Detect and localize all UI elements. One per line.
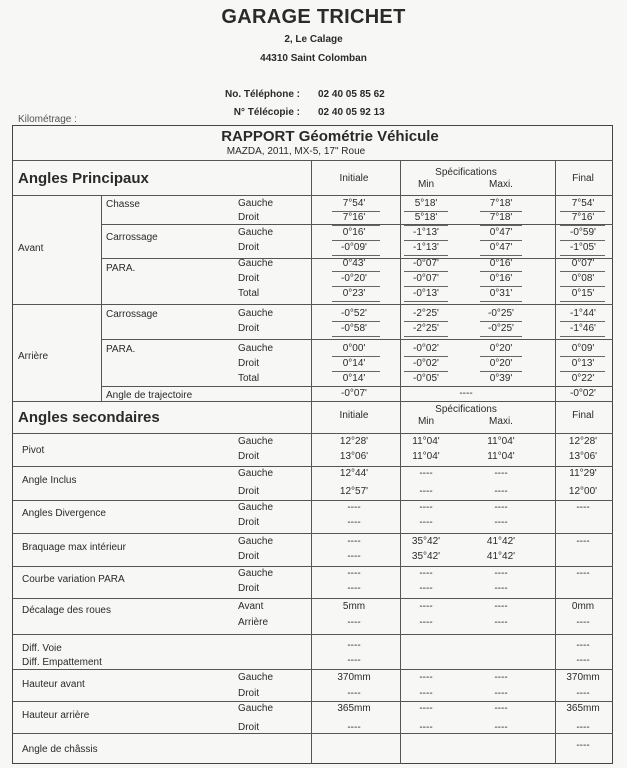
value-initial: 365mm: [337, 703, 371, 714]
value-min: -2°25': [413, 308, 439, 319]
value-max: ----: [494, 722, 508, 733]
side-label: Total: [238, 373, 260, 384]
secondary-label: Diff. Voie: [22, 643, 62, 654]
value-underline: [332, 356, 380, 357]
value-final: 13°06': [568, 451, 598, 462]
address-line-2: 44310 Saint Colomban: [260, 53, 367, 64]
col-specifications-secondary: Spécifications: [435, 404, 497, 415]
value-max: 7°18': [489, 212, 513, 223]
value-final: -0°02': [570, 388, 596, 399]
value-max: 7°18': [489, 198, 513, 209]
side-label: Gauche: [238, 343, 274, 354]
value-initial: ----: [347, 583, 361, 594]
value-initial: 0°14': [342, 358, 366, 369]
value-underline: [404, 225, 448, 226]
value-underline: [560, 271, 605, 272]
value-max: ----: [494, 703, 508, 714]
value-final: 7°16': [571, 212, 595, 223]
value-underline: [404, 240, 448, 241]
value-underline: [332, 271, 380, 272]
value-underline: [560, 240, 605, 241]
side-label: Arrière: [238, 617, 269, 628]
fax-number: 02 40 05 92 13: [318, 107, 385, 118]
value-max: ----: [494, 688, 508, 699]
value-max: ----: [494, 583, 508, 594]
secondary-label: Pivot: [22, 445, 45, 456]
row-rule: [102, 258, 613, 259]
value-underline: [332, 371, 380, 372]
value-spec: ----: [459, 388, 473, 399]
value-final: 0°22': [571, 373, 595, 384]
row-rule: [102, 224, 613, 225]
value-final: ----: [576, 502, 590, 513]
value-min: ----: [419, 703, 433, 714]
row-rule: [13, 304, 613, 305]
value-max: 11°04': [487, 436, 515, 447]
value-min: ----: [419, 517, 433, 528]
value-initial: 12°44': [339, 468, 369, 479]
col-final-secondary: Final: [572, 410, 594, 421]
side-label: Droit: [238, 517, 260, 528]
value-min: 11°04': [412, 451, 440, 462]
value-initial: 0°14': [342, 373, 366, 384]
mileage-label: Kilométrage :: [18, 114, 77, 125]
value-initial: 0°23': [342, 288, 366, 299]
value-final: -0°59': [570, 227, 596, 238]
value-underline: [404, 336, 448, 337]
row-rule: [13, 669, 613, 670]
value-underline: [560, 336, 605, 337]
value-initial: 370mm: [337, 672, 371, 683]
value-final: ----: [576, 617, 590, 628]
value-underline: [560, 225, 605, 226]
side-label: Gauche: [238, 672, 274, 683]
garage-name: GARAGE TRICHET: [221, 6, 406, 28]
value-underline: [332, 240, 380, 241]
value-min: ----: [419, 601, 433, 612]
value-min: 11°04': [412, 436, 440, 447]
side-label: Gauche: [238, 198, 274, 209]
value-final: 7°54': [571, 198, 595, 209]
value-max: 0°31': [489, 288, 513, 299]
value-initial: ----: [347, 722, 361, 733]
value-final: ----: [576, 640, 590, 651]
value-max: -0°25': [488, 308, 514, 319]
side-label: Droit: [238, 551, 260, 562]
side-label: Gauche: [238, 258, 274, 269]
value-final: 0°08': [571, 273, 595, 284]
value-initial: ----: [347, 655, 361, 666]
secondary-label: Décalage des roues: [22, 605, 111, 616]
value-max: ----: [494, 601, 508, 612]
value-min: 5°18': [414, 198, 438, 209]
value-underline: [332, 336, 380, 337]
value-max: ----: [494, 517, 508, 528]
side-label: Gauche: [238, 536, 274, 547]
value-min: -0°07': [413, 273, 439, 284]
value-min: ----: [419, 722, 433, 733]
side-label: Droit: [238, 451, 260, 462]
value-max: 0°20': [489, 358, 513, 369]
row-rule: [13, 598, 613, 599]
col-min-secondary: Min: [417, 416, 435, 427]
column-rule: [400, 401, 401, 764]
value-min: ----: [419, 583, 433, 594]
value-max: 41°42': [486, 536, 516, 547]
subgroup-chasse: Chasse: [106, 199, 140, 210]
value-underline: [404, 321, 448, 322]
value-max: 11°04': [487, 451, 515, 462]
value-max: ----: [494, 617, 508, 628]
value-initial: -0°07': [341, 388, 367, 399]
value-final: 0°09': [571, 343, 595, 354]
col-final: Final: [572, 173, 594, 184]
value-initial: 7°54': [342, 198, 366, 209]
side-label: Gauche: [238, 227, 274, 238]
value-final: 370mm: [566, 672, 600, 683]
row-rule: [13, 533, 613, 534]
value-initial: 12°28': [339, 436, 369, 447]
side-label: Droit: [238, 583, 260, 594]
value-final: ----: [576, 536, 590, 547]
row-rule: [13, 160, 613, 161]
side-label: Droit: [238, 486, 260, 497]
side-label: Droit: [238, 242, 260, 253]
row-rule: [102, 339, 613, 340]
fax-label: N° Télécopie :: [233, 107, 300, 118]
value-underline: [480, 225, 522, 226]
value-min: ----: [419, 468, 433, 479]
value-max: ----: [494, 468, 508, 479]
value-initial: ----: [347, 640, 361, 651]
value-underline: [332, 301, 380, 302]
value-underline: [480, 301, 522, 302]
value-final: ----: [576, 568, 590, 579]
side-label: Gauche: [238, 502, 274, 513]
value-max: 0°20': [489, 343, 513, 354]
subgroup-carrossage-arriere: Carrossage: [106, 309, 158, 320]
value-final: 0°07': [571, 258, 595, 269]
side-label: Droit: [238, 358, 260, 369]
value-initial: -0°09': [341, 242, 367, 253]
value-max: 41°42': [486, 551, 516, 562]
value-final: -1°46': [570, 323, 596, 334]
value-min: ----: [419, 502, 433, 513]
secondary-label: Angle de châssis: [22, 744, 98, 755]
value-underline: [332, 255, 380, 256]
col-max: Maxi.: [489, 179, 513, 190]
value-underline: [560, 301, 605, 302]
row-rule: [13, 433, 613, 434]
secondary-label: Hauteur arrière: [22, 710, 90, 721]
value-min: -1°13': [413, 242, 439, 253]
row-rule: [13, 566, 613, 567]
alignment-report: [12, 125, 613, 764]
value-initial: 13°06': [339, 451, 369, 462]
value-initial: ----: [347, 551, 361, 562]
subgroup-carrossage-avant: Carrossage: [106, 232, 158, 243]
section-title-secondary: Angles secondaires: [18, 409, 160, 426]
value-final: 11°29': [569, 468, 597, 479]
column-rule: [555, 401, 556, 764]
col-specifications: Spécifications: [435, 167, 497, 178]
value-final: 0°13': [571, 358, 595, 369]
value-min: ----: [419, 568, 433, 579]
secondary-label: Angles Divergence: [22, 508, 106, 519]
value-max: 0°39': [489, 373, 513, 384]
address-line-1: 2, Le Calage: [284, 34, 343, 45]
value-max: 0°47': [489, 242, 513, 253]
value-final: 12°00': [568, 486, 598, 497]
value-final: 12°28': [568, 436, 598, 447]
side-label: Avant: [238, 601, 264, 612]
col-initial-secondary: Initiale: [339, 410, 369, 421]
value-underline: [560, 255, 605, 256]
value-max: 0°16': [489, 273, 513, 284]
value-min: ----: [419, 617, 433, 628]
value-underline: [404, 271, 448, 272]
column-rule: [101, 195, 102, 401]
secondary-label: Braquage max intérieur: [22, 542, 126, 553]
value-underline: [560, 371, 605, 372]
value-max: ----: [494, 486, 508, 497]
row-rule: [13, 500, 613, 501]
section-title-primary: Angles Principaux: [18, 170, 149, 187]
column-rule: [400, 160, 401, 401]
value-min: ----: [419, 486, 433, 497]
value-final: -1°44': [570, 308, 596, 319]
value-underline: [480, 356, 522, 357]
value-max: ----: [494, 568, 508, 579]
value-underline: [404, 301, 448, 302]
side-label: Droit: [238, 722, 260, 733]
value-min: ----: [419, 672, 433, 683]
row-rule: [13, 195, 613, 196]
value-underline: [404, 356, 448, 357]
value-final: 0mm: [571, 601, 595, 612]
value-underline: [332, 286, 380, 287]
value-min: -1°13': [413, 227, 439, 238]
value-min: 35°42': [411, 551, 441, 562]
value-underline: [480, 240, 522, 241]
secondary-label: Angle Inclus: [22, 475, 77, 486]
row-rule: [13, 733, 613, 734]
value-min: 35°42': [411, 536, 441, 547]
value-final: ----: [576, 655, 590, 666]
side-label: Gauche: [238, 436, 274, 447]
row-rule: [13, 701, 613, 702]
value-initial: 7°16': [342, 212, 366, 223]
value-initial: -0°58': [341, 323, 367, 334]
side-label: Gauche: [238, 568, 274, 579]
row-rule: [102, 386, 613, 387]
value-initial: 5mm: [342, 601, 366, 612]
value-initial: ----: [347, 568, 361, 579]
value-min: -2°25': [413, 323, 439, 334]
value-min: -0°05': [413, 373, 439, 384]
value-underline: [480, 271, 522, 272]
value-initial: ----: [347, 502, 361, 513]
secondary-label: Hauteur avant: [22, 679, 85, 690]
value-final: ----: [576, 722, 590, 733]
value-initial: 0°00': [342, 343, 366, 354]
column-rule: [555, 160, 556, 401]
column-rule: [311, 401, 312, 764]
value-min: -0°02': [413, 343, 439, 354]
side-label: Gauche: [238, 468, 274, 479]
group-avant: Avant: [18, 243, 44, 254]
value-initial: -0°52': [341, 308, 367, 319]
secondary-label: Diff. Empattement: [22, 657, 102, 668]
label-angle-trajectoire: Angle de trajectoire: [106, 390, 193, 401]
value-initial: ----: [347, 536, 361, 547]
row-rule: [13, 634, 613, 635]
side-label: Droit: [238, 212, 260, 223]
value-min: -0°13': [413, 288, 439, 299]
value-final: 365mm: [566, 703, 600, 714]
value-max: -0°25': [488, 323, 514, 334]
vehicle-description: MAZDA, 2011, MX-5, 17" Roue: [226, 146, 366, 157]
side-label: Total: [238, 288, 260, 299]
row-rule: [13, 466, 613, 467]
value-initial: -0°20': [341, 273, 367, 284]
value-final: ----: [576, 740, 590, 751]
value-max: ----: [494, 502, 508, 513]
value-underline: [480, 286, 522, 287]
value-underline: [332, 321, 380, 322]
value-underline: [404, 371, 448, 372]
column-rule: [311, 160, 312, 401]
value-underline: [560, 286, 605, 287]
col-max-secondary: Maxi.: [489, 416, 513, 427]
secondary-label: Courbe variation PARA: [22, 574, 125, 585]
col-initial: Initiale: [339, 173, 369, 184]
value-underline: [404, 286, 448, 287]
report-title: RAPPORT Géométrie Véhicule: [221, 128, 439, 145]
row-rule: [13, 401, 613, 402]
side-label: Droit: [238, 273, 260, 284]
value-underline: [404, 255, 448, 256]
value-underline: [560, 321, 605, 322]
value-min: 5°18': [414, 212, 438, 223]
value-underline: [560, 356, 605, 357]
value-underline: [332, 225, 380, 226]
subgroup-para-avant: PARA.: [106, 263, 136, 274]
phone-number: 02 40 05 85 62: [318, 89, 385, 100]
value-underline: [480, 321, 522, 322]
value-initial: ----: [347, 617, 361, 628]
value-underline: [480, 255, 522, 256]
value-underline: [480, 371, 522, 372]
side-label: Gauche: [238, 308, 274, 319]
value-max: 0°16': [489, 258, 513, 269]
value-min: ----: [419, 688, 433, 699]
value-initial: 12°57': [339, 486, 369, 497]
col-min: Min: [417, 179, 435, 190]
value-final: ----: [576, 688, 590, 699]
value-underline: [480, 336, 522, 337]
value-final: -1°05': [570, 242, 596, 253]
phone-label: No. Téléphone :: [225, 89, 300, 100]
value-initial: 0°16': [342, 227, 366, 238]
group-arriere: Arrière: [18, 351, 49, 362]
side-label: Gauche: [238, 703, 274, 714]
value-initial: ----: [347, 688, 361, 699]
value-min: -0°02': [413, 358, 439, 369]
value-final: 0°15': [571, 288, 595, 299]
value-min: -0°07': [413, 258, 439, 269]
side-label: Droit: [238, 323, 260, 334]
side-label: Droit: [238, 688, 260, 699]
subgroup-para-arriere: PARA.: [106, 344, 136, 355]
value-max: 0°47': [489, 227, 513, 238]
value-initial: 0°43': [342, 258, 366, 269]
value-initial: ----: [347, 517, 361, 528]
value-max: ----: [494, 672, 508, 683]
